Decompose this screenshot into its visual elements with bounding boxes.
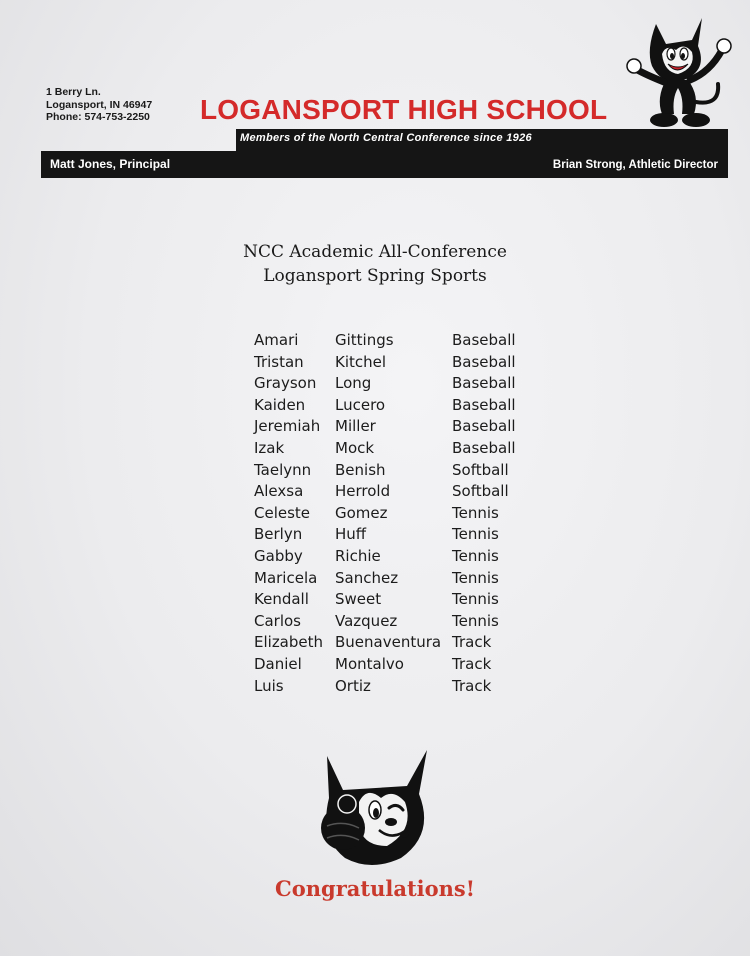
athlete-first-name: Celeste bbox=[254, 503, 311, 522]
roster-row bbox=[254, 374, 516, 396]
roster-row bbox=[254, 633, 516, 655]
athlete-last-name: Mock bbox=[335, 438, 375, 457]
roster-row bbox=[254, 461, 516, 483]
school-name: LOGANSPORT HIGH SCHOOL bbox=[200, 94, 608, 125]
roster-row bbox=[254, 331, 516, 353]
athlete-sport: Baseball bbox=[452, 374, 516, 393]
roster-row bbox=[254, 590, 516, 612]
athlete-first-name: Carlos bbox=[254, 611, 301, 630]
athlete-first-name: Kendall bbox=[254, 590, 309, 609]
athlete-sport: Baseball bbox=[452, 352, 516, 371]
principal-name: Matt Jones, Principal bbox=[50, 157, 171, 171]
athlete-sport: Tennis bbox=[452, 546, 499, 565]
congratulations-text: Congratulations! bbox=[275, 876, 475, 901]
athlete-first-name: Grayson bbox=[254, 374, 317, 393]
athlete-first-name: Gabby bbox=[254, 546, 303, 565]
athlete-last-name: Herrold bbox=[335, 482, 391, 501]
athlete-sport: Tennis bbox=[452, 568, 499, 587]
title-line-2: Logansport Spring Sports bbox=[263, 266, 487, 286]
athlete-sport: Baseball bbox=[452, 417, 516, 436]
athlete-last-name: Kitchel bbox=[335, 352, 387, 371]
athlete-first-name: Maricela bbox=[254, 568, 318, 587]
athlete-last-name: Lucero bbox=[335, 395, 386, 414]
roster-row bbox=[254, 569, 516, 591]
athlete-first-name: Berlyn bbox=[254, 525, 303, 544]
athlete-sport: Baseball bbox=[452, 331, 516, 349]
athlete-last-name: Sanchez bbox=[335, 568, 399, 587]
roster-row bbox=[254, 504, 516, 526]
athlete-sport: Tennis bbox=[452, 525, 499, 544]
athlete-last-name: Gomez bbox=[335, 503, 388, 522]
athlete-first-name: Elizabeth bbox=[254, 633, 324, 652]
athlete-first-name: Luis bbox=[254, 676, 284, 695]
roster-row bbox=[254, 353, 516, 375]
roster-row bbox=[254, 547, 516, 569]
athlete-first-name: Izak bbox=[254, 438, 285, 457]
document-title bbox=[0, 240, 750, 288]
athlete-last-name: Sweet bbox=[335, 590, 382, 609]
roster-row bbox=[254, 612, 516, 634]
athlete-sport: Track bbox=[452, 654, 492, 673]
athlete-last-name: Benish bbox=[335, 460, 386, 479]
athlete-last-name: Buenaventura bbox=[335, 633, 442, 652]
felix-cat-icon bbox=[626, 10, 738, 134]
athlete-sport: Baseball bbox=[452, 438, 516, 457]
athlete-first-name: Jeremiah bbox=[254, 417, 321, 436]
athlete-last-name: Miller bbox=[335, 417, 376, 436]
roster-row bbox=[254, 417, 516, 439]
athlete-sport: Softball bbox=[452, 482, 509, 501]
athlete-first-name: Daniel bbox=[254, 654, 302, 673]
athlete-sport: Track bbox=[452, 633, 492, 652]
athlete-last-name: Richie bbox=[335, 546, 381, 565]
athlete-first-name: Tristan bbox=[254, 352, 304, 371]
conference-text: Members of the North Central Conference since 1926 bbox=[240, 132, 532, 144]
roster-row bbox=[254, 677, 516, 699]
athlete-last-name: Long bbox=[335, 374, 372, 393]
athlete-last-name: Montalvo bbox=[335, 654, 404, 673]
athlete-first-name: Taelynn bbox=[254, 460, 312, 479]
athlete-sport: Track bbox=[452, 676, 492, 695]
athlete-last-name: Huff bbox=[335, 525, 367, 544]
athlete-sport: Baseball bbox=[452, 395, 516, 414]
title-line-1: NCC Academic All-Conference bbox=[243, 242, 507, 262]
school-address bbox=[46, 86, 152, 124]
athlete-sport: Tennis bbox=[452, 590, 499, 609]
athlete-last-name: Vazquez bbox=[335, 611, 398, 630]
felix-winking-cat-icon bbox=[313, 742, 439, 874]
athlete-sport: Tennis bbox=[452, 503, 499, 522]
athlete-first-name: Kaiden bbox=[254, 395, 306, 414]
address-phone: Phone: 574-753-2250 bbox=[46, 111, 150, 123]
roster-row bbox=[254, 655, 516, 677]
roster-row bbox=[254, 482, 516, 504]
athlete-last-name: Gittings bbox=[335, 331, 394, 349]
roster-row bbox=[254, 439, 516, 461]
address-city: Logansport, IN 46947 bbox=[46, 98, 153, 111]
athlete-sport: Tennis bbox=[452, 611, 499, 630]
address-street: 1 Berry Ln. bbox=[46, 86, 101, 98]
athlete-first-name: Alexsa bbox=[254, 482, 304, 501]
athletic-director-name: Brian Strong, Athletic Director bbox=[552, 159, 718, 171]
athlete-last-name: Ortiz bbox=[335, 676, 371, 695]
staff-banner bbox=[41, 151, 728, 178]
roster-row bbox=[254, 396, 516, 418]
athlete-sport: Softball bbox=[452, 460, 509, 479]
roster-row bbox=[254, 525, 516, 547]
athlete-first-name: Amari bbox=[254, 331, 299, 349]
athlete-roster bbox=[254, 331, 516, 698]
